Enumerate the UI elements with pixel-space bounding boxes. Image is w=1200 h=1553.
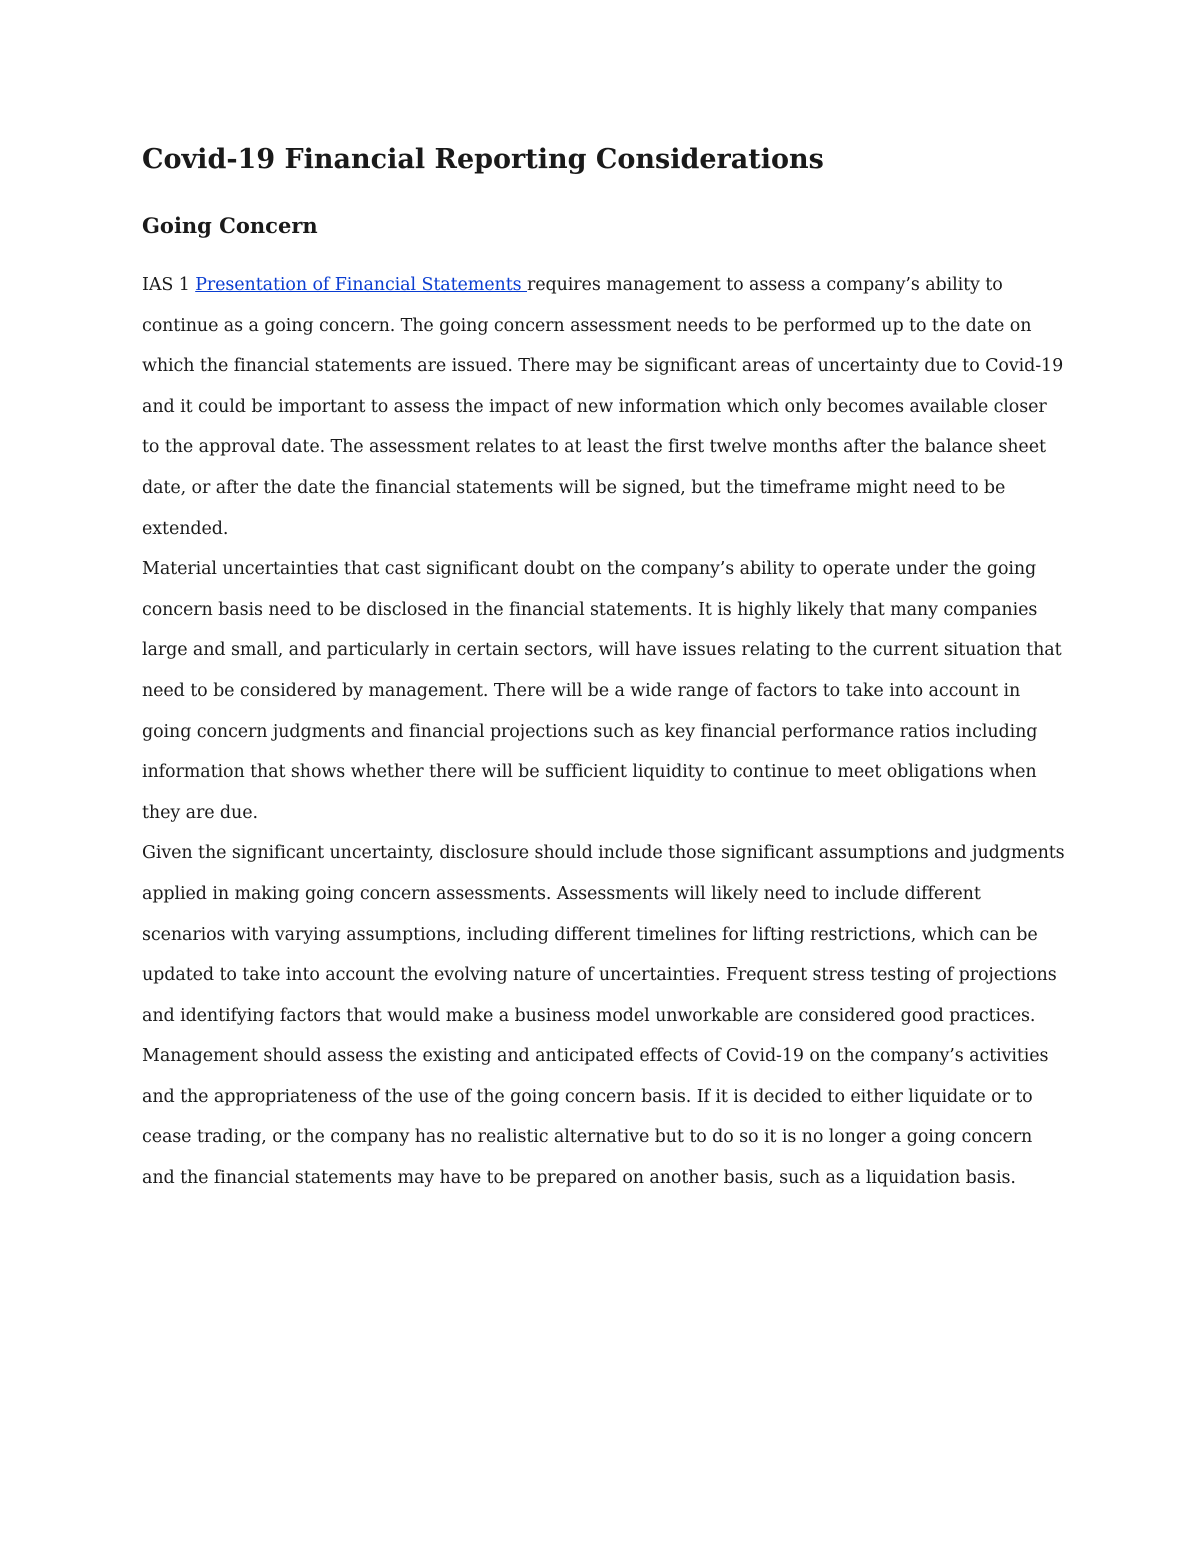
paragraph-ias1-prefix: IAS 1 — [142, 275, 196, 295]
document-body — [142, 136, 1067, 1199]
paragraph-disclosure: Given the significant uncertainty, disclosure should include those significant assumptions and judgments applied in making going concern assessments. Assessments will likely need to include different scenarios with varying assumptions, including different timelines for lifting restrictions, which can be updated to take into account the evolving nature of uncertainties. Frequent stress testing of projections and identifying factors that would make a business model unworkable are considered good practices. — [142, 843, 1065, 1026]
paragraph-ias1-text: requires management to assess a company’s ability to continue as a going concern. The going concern assessment needs to be performed up to the date on which the financial statements are issued. There may be significant areas of uncertainty due to Covid-19 and it could be important to assess the impact of new information which only becomes available closer to the approval date. The assessment relates to at least the first twelve months after the balance sheet date, or after the date the financial statements will be signed, but the timeframe might need to be extended. — [142, 275, 1064, 539]
paragraph-material-uncertainties: Material uncertainties that cast significant doubt on the company’s ability to operate under the going concern basis need to be disclosed in the financial statements. It is highly likely that many companies large and small, and particularly in certain sectors, will have issues relating to the current situation that need to be considered by management. There will be a wide range of factors to take into account in going concern judgments and financial projections such as key financial performance ratios including information that shows whether there will be sufficient liquidity to continue to meet obligations when they are due. — [142, 559, 1062, 823]
paragraph-management-assessment: Management should assess the existing and anticipated effects of Covid-19 on the company’s activities and the appropriateness of the use of the going concern basis. If it is decided to either liquidate or to cease trading, or the company has no realistic alternative but to do so it is no longer a going concern and the financial statements may have to be prepared on another basis, such as a liquidation basis. — [142, 1046, 1049, 1189]
section-heading-going-concern: Going Concern — [142, 213, 318, 238]
presentation-of-financial-statements-link[interactable]: Presentation of Financial Statements — [195, 275, 527, 295]
document-title: Covid-19 Financial Reporting Considerations — [142, 144, 824, 175]
paragraph-ias1 — [142, 265, 1067, 549]
